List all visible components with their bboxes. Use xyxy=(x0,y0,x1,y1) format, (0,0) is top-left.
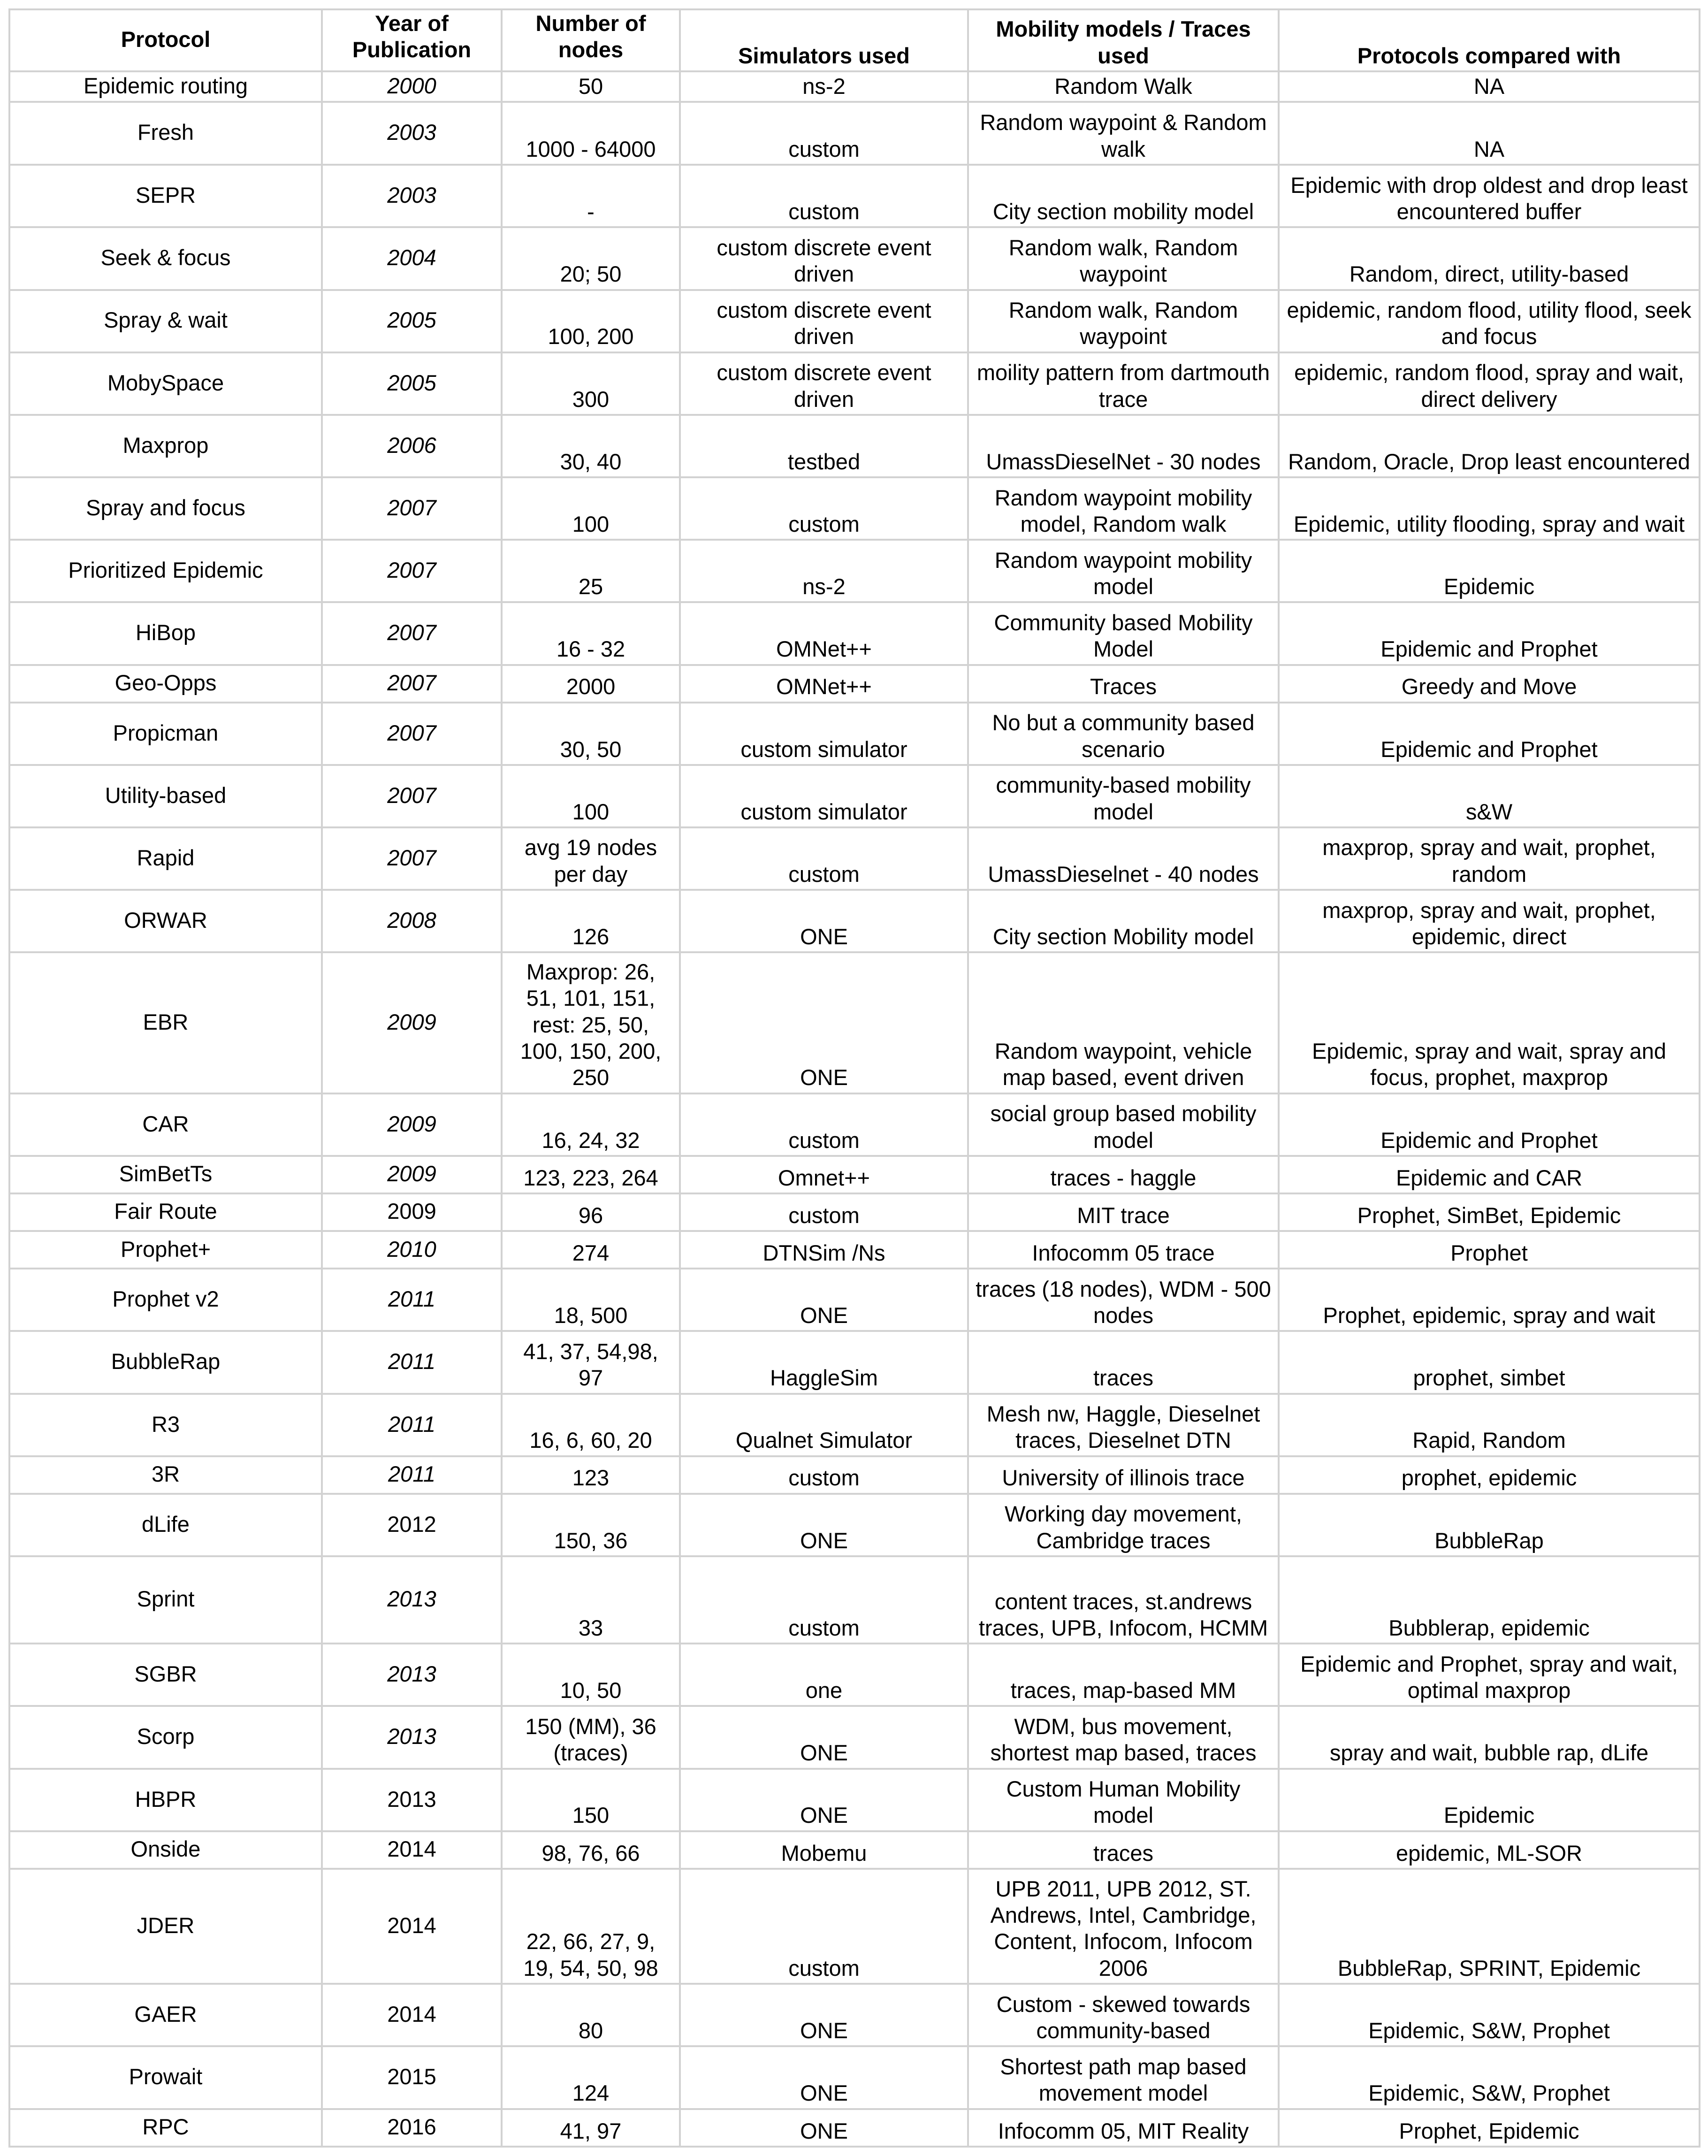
table-row xyxy=(9,540,1700,602)
table-row xyxy=(9,665,1700,703)
table-row xyxy=(9,1644,1700,1706)
cell-protocol: Maxprop xyxy=(9,415,322,477)
header-protocol: Protocol xyxy=(9,9,322,71)
cell-nodes: 18, 500 xyxy=(502,1269,680,1331)
cell-protocol: Utility-based xyxy=(9,765,322,827)
cell-nodes: 150, 36 xyxy=(502,1494,680,1556)
cell-compared: Epidemic, S&W, Prophet xyxy=(1279,1984,1700,2046)
cell-compared: Rapid, Random xyxy=(1279,1394,1700,1456)
cell-nodes: 96 xyxy=(502,1193,680,1231)
table-row xyxy=(9,1556,1700,1644)
cell-compared: NA xyxy=(1279,71,1700,102)
cell-year: 2013 xyxy=(322,1644,502,1706)
cell-nodes: 80 xyxy=(502,1984,680,2046)
cell-simulators: ONE xyxy=(680,1494,968,1556)
cell-protocol: EBR xyxy=(9,952,322,1093)
cell-simulators: DTNSim /Ns xyxy=(680,1231,968,1269)
cell-simulators: ONE xyxy=(680,952,968,1093)
table-row xyxy=(9,827,1700,890)
cell-year: 2006 xyxy=(322,415,502,477)
cell-year: 2007 xyxy=(322,540,502,602)
cell-protocol: Epidemic routing xyxy=(9,71,322,102)
cell-simulators: custom xyxy=(680,827,968,890)
cell-simulators: custom xyxy=(680,1193,968,1231)
cell-nodes: 100 xyxy=(502,477,680,540)
table-row xyxy=(9,703,1700,765)
cell-mobility: Random waypoint, vehicle map based, event driven xyxy=(968,952,1279,1093)
table-row xyxy=(9,165,1700,227)
cell-year: 2005 xyxy=(322,352,502,415)
cell-mobility: Traces xyxy=(968,665,1279,703)
cell-compared: epidemic, ML-SOR xyxy=(1279,1831,1700,1869)
cell-simulators: Omnet++ xyxy=(680,1156,968,1193)
cell-simulators: custom discrete event driven xyxy=(680,290,968,352)
cell-simulators: custom xyxy=(680,102,968,165)
cell-mobility: University of illinois trace xyxy=(968,1456,1279,1494)
cell-compared: Epidemic xyxy=(1279,540,1700,602)
header-nodes: Number of nodes xyxy=(502,9,680,71)
table-row xyxy=(9,1831,1700,1869)
header-mobility: Mobility models / Traces used xyxy=(968,9,1279,71)
cell-simulators: ns-2 xyxy=(680,540,968,602)
cell-simulators: ONE xyxy=(680,890,968,952)
cell-protocol: CAR xyxy=(9,1093,322,1156)
cell-mobility: MIT trace xyxy=(968,1193,1279,1231)
cell-mobility: Random waypoint mobility model, Random walk xyxy=(968,477,1279,540)
cell-compared: Epidemic and Prophet xyxy=(1279,703,1700,765)
table-body xyxy=(9,71,1700,2147)
cell-year: 2009 xyxy=(322,952,502,1093)
cell-compared: NA xyxy=(1279,102,1700,165)
header-year: Year of Publication xyxy=(322,9,502,71)
cell-nodes: 123 xyxy=(502,1456,680,1494)
cell-year: 2014 xyxy=(322,1869,502,1984)
header-simulators: Simulators used xyxy=(680,9,968,71)
cell-nodes: 274 xyxy=(502,1231,680,1269)
cell-protocol: Geo-Opps xyxy=(9,665,322,703)
cell-simulators: Qualnet Simulator xyxy=(680,1394,968,1456)
cell-compared: Prophet, Epidemic xyxy=(1279,2109,1700,2147)
cell-mobility: UmassDieselnet - 40 nodes xyxy=(968,827,1279,890)
table-row xyxy=(9,2109,1700,2147)
cell-mobility: Shortest path map based movement model xyxy=(968,2046,1279,2109)
cell-nodes: 16, 24, 32 xyxy=(502,1093,680,1156)
table-row xyxy=(9,227,1700,290)
cell-protocol: Spray and focus xyxy=(9,477,322,540)
cell-simulators: custom xyxy=(680,1093,968,1156)
cell-nodes: 41, 97 xyxy=(502,2109,680,2147)
cell-year: 2007 xyxy=(322,827,502,890)
table-row xyxy=(9,1193,1700,1231)
cell-nodes: 20; 50 xyxy=(502,227,680,290)
cell-compared: Prophet xyxy=(1279,1231,1700,1269)
cell-year: 2011 xyxy=(322,1456,502,1494)
table-row xyxy=(9,1494,1700,1556)
cell-protocol: HBPR xyxy=(9,1769,322,1831)
cell-year: 2015 xyxy=(322,2046,502,2109)
cell-protocol: GAER xyxy=(9,1984,322,2046)
table-row xyxy=(9,352,1700,415)
cell-year: 2012 xyxy=(322,1494,502,1556)
cell-nodes: 30, 50 xyxy=(502,703,680,765)
cell-mobility: Community based Mobility Model xyxy=(968,602,1279,665)
cell-compared: Epidemic with drop oldest and drop least encountered buffer xyxy=(1279,165,1700,227)
cell-compared: BubbleRap, SPRINT, Epidemic xyxy=(1279,1869,1700,1984)
cell-simulators: one xyxy=(680,1644,968,1706)
cell-compared: Greedy and Move xyxy=(1279,665,1700,703)
table-row xyxy=(9,602,1700,665)
cell-protocol: BubbleRap xyxy=(9,1331,322,1393)
cell-mobility: Custom Human Mobility model xyxy=(968,1769,1279,1831)
cell-nodes: 25 xyxy=(502,540,680,602)
cell-protocol: Spray & wait xyxy=(9,290,322,352)
cell-mobility: No but a community based scenario xyxy=(968,703,1279,765)
cell-protocol: SEPR xyxy=(9,165,322,227)
cell-nodes: 100, 200 xyxy=(502,290,680,352)
table-row xyxy=(9,1706,1700,1768)
cell-mobility: Working day movement, Cambridge traces xyxy=(968,1494,1279,1556)
cell-simulators: custom simulator xyxy=(680,765,968,827)
cell-mobility: community-based mobility model xyxy=(968,765,1279,827)
cell-mobility: Random Walk xyxy=(968,71,1279,102)
cell-compared: Epidemic and CAR xyxy=(1279,1156,1700,1193)
cell-year: 2009 xyxy=(322,1156,502,1193)
cell-simulators: ONE xyxy=(680,1269,968,1331)
cell-mobility: Random walk, Random waypoint xyxy=(968,290,1279,352)
cell-mobility: traces, map-based MM xyxy=(968,1644,1279,1706)
cell-nodes: 33 xyxy=(502,1556,680,1644)
table-row xyxy=(9,890,1700,952)
cell-simulators: ONE xyxy=(680,1769,968,1831)
cell-compared: Epidemic and Prophet, spray and wait, optimal maxprop xyxy=(1279,1644,1700,1706)
cell-simulators: HaggleSim xyxy=(680,1331,968,1393)
cell-year: 2003 xyxy=(322,165,502,227)
cell-protocol: MobySpace xyxy=(9,352,322,415)
cell-compared: epidemic, random flood, utility flood, seek and focus xyxy=(1279,290,1700,352)
cell-nodes: 1000 - 64000 xyxy=(502,102,680,165)
cell-simulators: custom discrete event driven xyxy=(680,227,968,290)
cell-compared: Random, Oracle, Drop least encountered xyxy=(1279,415,1700,477)
cell-simulators: custom simulator xyxy=(680,703,968,765)
cell-compared: s&W xyxy=(1279,765,1700,827)
cell-nodes: 100 xyxy=(502,765,680,827)
cell-protocol: 3R xyxy=(9,1456,322,1494)
table-row xyxy=(9,1269,1700,1331)
cell-protocol: dLife xyxy=(9,1494,322,1556)
table-row xyxy=(9,1769,1700,1831)
cell-simulators: custom discrete event driven xyxy=(680,352,968,415)
table-row xyxy=(9,1984,1700,2046)
cell-year: 2014 xyxy=(322,1831,502,1869)
cell-protocol: RPC xyxy=(9,2109,322,2147)
cell-nodes: 30, 40 xyxy=(502,415,680,477)
table-row xyxy=(9,477,1700,540)
cell-year: 2011 xyxy=(322,1269,502,1331)
cell-year: 2003 xyxy=(322,102,502,165)
cell-mobility: Random waypoint & Random walk xyxy=(968,102,1279,165)
cell-simulators: ONE xyxy=(680,1706,968,1768)
cell-year: 2000 xyxy=(322,71,502,102)
header-compared: Protocols compared with xyxy=(1279,9,1700,71)
cell-year: 2004 xyxy=(322,227,502,290)
cell-simulators: custom xyxy=(680,1869,968,1984)
cell-year: 2011 xyxy=(322,1394,502,1456)
cell-compared: spray and wait, bubble rap, dLife xyxy=(1279,1706,1700,1768)
cell-nodes: - xyxy=(502,165,680,227)
cell-simulators: OMNet++ xyxy=(680,602,968,665)
cell-protocol: Fresh xyxy=(9,102,322,165)
table-row xyxy=(9,290,1700,352)
table-row xyxy=(9,1869,1700,1984)
cell-nodes: 16 - 32 xyxy=(502,602,680,665)
cell-mobility: traces xyxy=(968,1831,1279,1869)
table-row xyxy=(9,1456,1700,1494)
cell-protocol: Onside xyxy=(9,1831,322,1869)
cell-year: 2009 xyxy=(322,1093,502,1156)
cell-simulators: custom xyxy=(680,1556,968,1644)
cell-nodes: 41, 37, 54,98, 97 xyxy=(502,1331,680,1393)
cell-mobility: Random waypoint mobility model xyxy=(968,540,1279,602)
cell-protocol: Sprint xyxy=(9,1556,322,1644)
cell-simulators: testbed xyxy=(680,415,968,477)
cell-year: 2016 xyxy=(322,2109,502,2147)
cell-compared: Epidemic, spray and wait, spray and focus, prophet, maxprop xyxy=(1279,952,1700,1093)
cell-mobility: content traces, st.andrews traces, UPB, Infocom, HCMM xyxy=(968,1556,1279,1644)
cell-simulators: ONE xyxy=(680,1984,968,2046)
cell-protocol: R3 xyxy=(9,1394,322,1456)
cell-mobility: UPB 2011, UPB 2012, ST. Andrews, Intel, Cambridge, Content, Infocom, Infocom 2006 xyxy=(968,1869,1279,1984)
cell-simulators: Mobemu xyxy=(680,1831,968,1869)
table-row xyxy=(9,415,1700,477)
cell-simulators: custom xyxy=(680,165,968,227)
cell-mobility: social group based mobility model xyxy=(968,1093,1279,1156)
cell-mobility: Random walk, Random waypoint xyxy=(968,227,1279,290)
cell-nodes: 123, 223, 264 xyxy=(502,1156,680,1193)
cell-simulators: custom xyxy=(680,477,968,540)
cell-mobility: UmassDieselNet - 30 nodes xyxy=(968,415,1279,477)
cell-mobility: Infocomm 05, MIT Reality xyxy=(968,2109,1279,2147)
cell-year: 2007 xyxy=(322,477,502,540)
cell-compared: prophet, simbet xyxy=(1279,1331,1700,1393)
cell-year: 2013 xyxy=(322,1769,502,1831)
protocol-comparison-table xyxy=(8,8,1700,2148)
cell-mobility: traces xyxy=(968,1331,1279,1393)
cell-nodes: 22, 66, 27, 9, 19, 54, 50, 98 xyxy=(502,1869,680,1984)
cell-simulators: ONE xyxy=(680,2046,968,2109)
cell-year: 2008 xyxy=(322,890,502,952)
table-row xyxy=(9,1331,1700,1393)
cell-protocol: Prophet v2 xyxy=(9,1269,322,1331)
cell-year: 2007 xyxy=(322,703,502,765)
table-row xyxy=(9,765,1700,827)
cell-compared: Epidemic and Prophet xyxy=(1279,602,1700,665)
cell-compared: maxprop, spray and wait, prophet, epidemic, direct xyxy=(1279,890,1700,952)
cell-simulators: OMNet++ xyxy=(680,665,968,703)
cell-nodes: 10, 50 xyxy=(502,1644,680,1706)
table-row xyxy=(9,1394,1700,1456)
table-row xyxy=(9,71,1700,102)
cell-nodes: 98, 76, 66 xyxy=(502,1831,680,1869)
cell-nodes: Maxprop: 26, 51, 101, 151, rest: 25, 50, 100, 150, 200, 250 xyxy=(502,952,680,1093)
cell-protocol: Rapid xyxy=(9,827,322,890)
cell-mobility: City section mobility model xyxy=(968,165,1279,227)
cell-mobility: Mesh nw, Haggle, Dieselnet traces, Dieselnet DTN xyxy=(968,1394,1279,1456)
cell-year: 2007 xyxy=(322,602,502,665)
cell-compared: BubbleRap xyxy=(1279,1494,1700,1556)
cell-mobility: Custom - skewed towards community-based xyxy=(968,1984,1279,2046)
cell-protocol: Prioritized Epidemic xyxy=(9,540,322,602)
cell-year: 2009 xyxy=(322,1193,502,1231)
cell-compared: maxprop, spray and wait, prophet, random xyxy=(1279,827,1700,890)
cell-protocol: Fair Route xyxy=(9,1193,322,1231)
cell-simulators: custom xyxy=(680,1456,968,1494)
table-row xyxy=(9,102,1700,165)
cell-compared: Random, direct, utility-based xyxy=(1279,227,1700,290)
table-row xyxy=(9,1156,1700,1193)
cell-compared: epidemic, random flood, spray and wait, direct delivery xyxy=(1279,352,1700,415)
cell-simulators: ONE xyxy=(680,2109,968,2147)
cell-protocol: Propicman xyxy=(9,703,322,765)
cell-compared: Epidemic, S&W, Prophet xyxy=(1279,2046,1700,2109)
cell-compared: Epidemic and Prophet xyxy=(1279,1093,1700,1156)
cell-year: 2005 xyxy=(322,290,502,352)
cell-year: 2011 xyxy=(322,1331,502,1393)
cell-protocol: HiBop xyxy=(9,602,322,665)
cell-nodes: 126 xyxy=(502,890,680,952)
cell-nodes: 150 xyxy=(502,1769,680,1831)
cell-compared: Epidemic xyxy=(1279,1769,1700,1831)
cell-year: 2007 xyxy=(322,765,502,827)
table-row xyxy=(9,1231,1700,1269)
table-row xyxy=(9,2046,1700,2109)
cell-mobility: traces - haggle xyxy=(968,1156,1279,1193)
cell-nodes: 2000 xyxy=(502,665,680,703)
cell-compared: Bubblerap, epidemic xyxy=(1279,1556,1700,1644)
table-row xyxy=(9,1093,1700,1156)
cell-nodes: 300 xyxy=(502,352,680,415)
cell-year: 2007 xyxy=(322,665,502,703)
cell-year: 2010 xyxy=(322,1231,502,1269)
cell-compared: Prophet, SimBet, Epidemic xyxy=(1279,1193,1700,1231)
cell-compared: prophet, epidemic xyxy=(1279,1456,1700,1494)
cell-protocol: Prowait xyxy=(9,2046,322,2109)
cell-compared: Epidemic, utility flooding, spray and wait xyxy=(1279,477,1700,540)
table-row xyxy=(9,952,1700,1093)
cell-nodes: 124 xyxy=(502,2046,680,2109)
cell-protocol: JDER xyxy=(9,1869,322,1984)
cell-nodes: 150 (MM), 36 (traces) xyxy=(502,1706,680,1768)
cell-protocol: Seek & focus xyxy=(9,227,322,290)
cell-nodes: 16, 6, 60, 20 xyxy=(502,1394,680,1456)
cell-mobility: Infocomm 05 trace xyxy=(968,1231,1279,1269)
cell-protocol: SimBetTs xyxy=(9,1156,322,1193)
cell-mobility: WDM, bus movement, shortest map based, traces xyxy=(968,1706,1279,1768)
cell-nodes: avg 19 nodes per day xyxy=(502,827,680,890)
cell-mobility: moility pattern from dartmouth trace xyxy=(968,352,1279,415)
header-row xyxy=(9,9,1700,71)
cell-mobility: City section Mobility model xyxy=(968,890,1279,952)
cell-protocol: Prophet+ xyxy=(9,1231,322,1269)
cell-compared: Prophet, epidemic, spray and wait xyxy=(1279,1269,1700,1331)
cell-protocol: SGBR xyxy=(9,1644,322,1706)
cell-mobility: traces (18 nodes), WDM - 500 nodes xyxy=(968,1269,1279,1331)
cell-nodes: 50 xyxy=(502,71,680,102)
cell-year: 2013 xyxy=(322,1706,502,1768)
cell-protocol: Scorp xyxy=(9,1706,322,1768)
cell-year: 2014 xyxy=(322,1984,502,2046)
cell-protocol: ORWAR xyxy=(9,890,322,952)
cell-simulators: ns-2 xyxy=(680,71,968,102)
cell-year: 2013 xyxy=(322,1556,502,1644)
